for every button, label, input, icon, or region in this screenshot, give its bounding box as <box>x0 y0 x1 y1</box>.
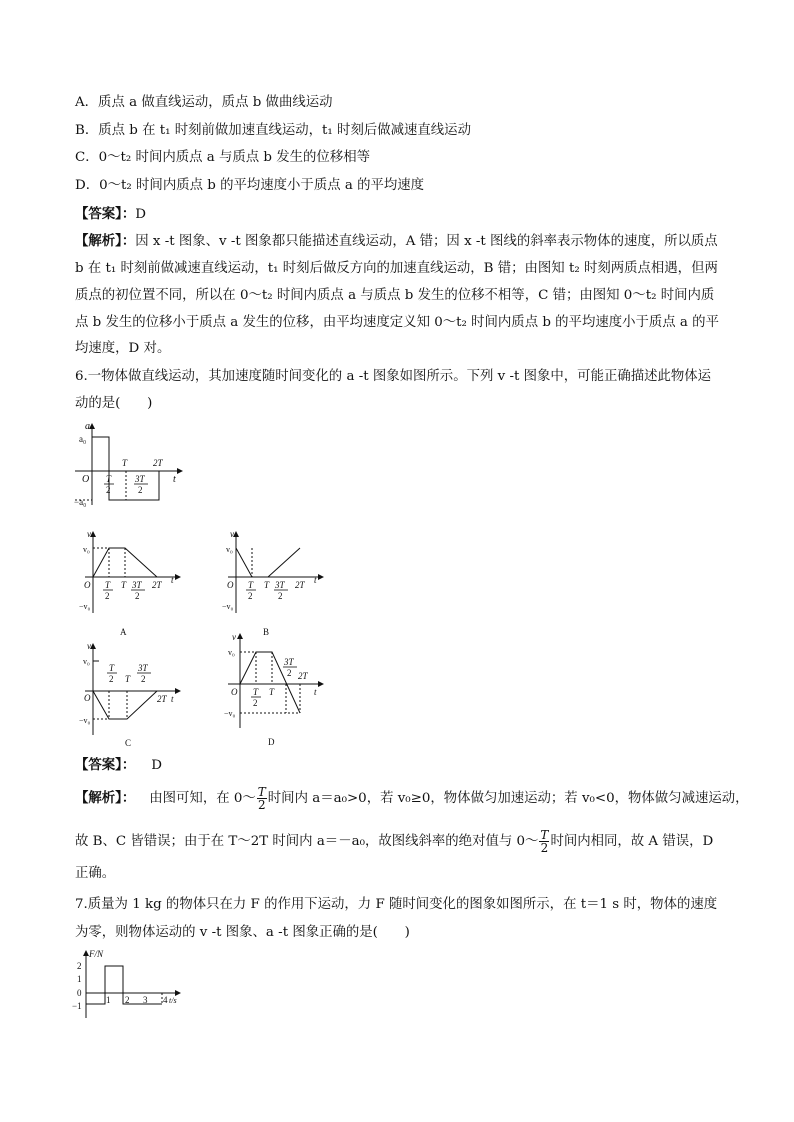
answer-label: 【答案】： <box>75 206 136 222</box>
q6-analysis-line-1 <box>75 786 749 811</box>
origin: O <box>84 580 91 590</box>
axis-v: v <box>232 632 236 642</box>
tick-t-half-den: 2 <box>248 591 253 601</box>
option-label-c: C <box>125 738 132 748</box>
axis-f: F/N <box>89 949 104 959</box>
tick-3t-half-num: 3T <box>135 474 145 484</box>
origin: O <box>231 687 238 697</box>
tick-neg-v0: −v₀ <box>222 602 234 611</box>
analysis-label: 【解析】： <box>75 790 136 806</box>
tick-1: 1 <box>77 974 82 984</box>
q6-at-graph <box>70 420 190 515</box>
tick-3t-half-den: 2 <box>141 674 146 684</box>
axis-t: t <box>314 575 317 585</box>
q7-ft-graph <box>70 948 190 1020</box>
tick-T: T <box>264 580 270 590</box>
tick-neg-1: −1 <box>72 1001 82 1011</box>
tick-t-half-den: 2 <box>253 698 258 708</box>
q6-option-b-graph <box>218 528 333 638</box>
tick-0: 0 <box>77 988 82 998</box>
origin: O <box>227 580 234 590</box>
q7-stem-1: 7.质量为 1 kg 的物体只在力 F 的作用下运动，力 F 随时间变化的图象如图所示，在 t＝1 s 时，物体的速度 <box>75 897 718 912</box>
q5-answer <box>75 205 146 224</box>
q5-option-d: D．0～t₂ 时间内质点 b 的平均速度小于质点 a 的平均速度 <box>75 178 425 193</box>
axis-t: t <box>173 474 176 485</box>
option-label-d: D <box>268 737 275 747</box>
q5-analysis-line-5: 均速度，D 对。 <box>75 341 171 356</box>
axis-t: t <box>171 575 174 585</box>
analysis-text: 故 B、C 皆错误；由于在 T～2T 时间内 a＝－a₀，故图线斜率的绝对值与 0～ <box>75 834 539 849</box>
option-label-a: A <box>120 627 127 637</box>
tick-3t-half-den: 2 <box>287 668 292 678</box>
q6-option-d-graph <box>218 628 333 750</box>
tick-t-half-num: T <box>253 687 259 697</box>
tick-t-half-num: T <box>106 474 112 484</box>
tick-2: 2 <box>77 961 82 971</box>
analysis-text: 因 x -t 图象、v -t 图象都只能描述直线运动，A 错；因 x -t 图线的斜率表示物体的速度，所以质点 <box>135 234 718 249</box>
tick-x-1: 1 <box>106 995 111 1005</box>
tick-3t-half-den: 2 <box>138 485 143 495</box>
q5-analysis-line-3: 质点的初位置不同，所以在 0～t₂ 时间内质点 a 与质点 b 发生的位移不相等，C 错；由图知 0～t₂ 时间内质 <box>75 288 715 303</box>
analysis-text: 时间内 a＝a₀>0，若 v₀≥0，物体做匀加速运动；若 v₀<0，物体做匀减速运动， <box>267 791 749 806</box>
axis-v: v <box>87 641 91 651</box>
tick-t-half-den: 2 <box>106 485 111 495</box>
answer-value: D <box>151 758 163 773</box>
tick-2T: 2T <box>298 671 308 681</box>
option-label-b: B <box>263 627 270 637</box>
tick-neg-v0: −v₀ <box>79 602 91 611</box>
axis-t: t <box>171 694 174 704</box>
tick-3t-half-den: 2 <box>135 591 140 601</box>
fraction-t-over-2: $\frac{T}{2}$ <box>540 828 549 855</box>
tick-T: T <box>122 458 128 468</box>
q6-analysis-line-3: 正确。 <box>75 866 116 881</box>
tick-t-half-den: 2 <box>105 591 110 601</box>
q6-stem-1: 6.一物体做直线运动，其加速度随时间变化的 a -t 图象如图所示。下列 v -t 图象中，可能正确描述此物体运 <box>75 369 712 384</box>
analysis-text: 时间内相同，故 A 错误，D <box>550 834 714 849</box>
q6-option-a-graph <box>75 528 190 638</box>
tick-a0: a₀ <box>79 434 87 444</box>
q5-analysis-line-2: b 在 t₁ 时刻前做减速直线运动，t₁ 时刻后做反方向的加速直线运动，B 错；由图知 t₂ 时刻两质点相遇，但两 <box>75 261 718 276</box>
axis-v: v <box>230 529 234 539</box>
tick-neg-v0: −v₀ <box>224 709 236 718</box>
tick-x-2: 2 <box>125 995 130 1005</box>
q7-stem-2: 为零，则物体运动的 v -t 图象、a -t 图象正确的是( ) <box>75 925 410 940</box>
q6-option-c-graph <box>75 640 190 752</box>
tick-T: T <box>125 674 131 684</box>
tick-neg-v0: −v₀ <box>79 716 91 725</box>
q5-analysis-line-4: 点 b 发生的位移小于质点 a 发生的位移，由平均速度定义知 0～t₂ 时间内质点 b 的平均速度小于质点 a 的平 <box>75 315 719 330</box>
tick-t-half-num: T <box>248 580 254 590</box>
answer-value: D <box>135 207 147 222</box>
q5-option-b: B．质点 b 在 t₁ 时刻前做加速直线运动，t₁ 时刻后做减速直线运动 <box>75 123 471 138</box>
tick-x-4: 4 <box>163 995 168 1005</box>
tick-3t-half-num: 3T <box>138 663 148 673</box>
tick-v0: v₀ <box>228 648 235 657</box>
tick-2T: 2T <box>152 580 162 590</box>
tick-v0: v₀ <box>83 657 90 666</box>
tick-t-half-num: T <box>105 580 111 590</box>
q6-analysis-line-2 <box>75 829 713 854</box>
tick-v0: v₀ <box>226 545 233 554</box>
q6-stem-2: 动的是( ) <box>75 396 153 411</box>
q5-analysis-line-1 <box>75 232 718 251</box>
tick-neg-a0: −a₀ <box>74 497 87 507</box>
axis-v: v <box>87 529 91 539</box>
tick-x-3: 3 <box>143 995 148 1005</box>
fraction-t-over-2: $\frac{T}{2}$ <box>257 785 266 812</box>
tick-3t-half-num: 3T <box>275 580 285 590</box>
axis-a: a <box>85 421 90 432</box>
q5-option-a: A．质点 a 做直线运动，质点 b 做曲线运动 <box>75 95 333 110</box>
answer-label: 【答案】： <box>75 757 136 773</box>
tick-2T: 2T <box>157 694 167 704</box>
analysis-label: 【解析】： <box>75 233 136 249</box>
tick-v0: v₀ <box>83 545 90 554</box>
tick-3t-half-den: 2 <box>278 591 283 601</box>
axis-t: t <box>314 687 317 697</box>
axis-t: t/s <box>169 996 177 1005</box>
q5-option-c: C．0～t₂ 时间内质点 a 与质点 b 发生的位移相等 <box>75 150 370 165</box>
analysis-text: 由图可知，在 0～ <box>149 791 256 806</box>
q6-answer <box>75 756 162 775</box>
origin: O <box>84 693 91 703</box>
origin: O <box>82 474 90 485</box>
tick-t-half-den: 2 <box>109 674 114 684</box>
tick-T: T <box>121 580 127 590</box>
tick-t-half-num: T <box>109 663 115 673</box>
tick-2T: 2T <box>295 580 305 590</box>
tick-T: T <box>269 687 275 697</box>
tick-3t-half-num: 3T <box>132 580 142 590</box>
tick-2T: 2T <box>153 458 163 468</box>
tick-3t-half-num: 3T <box>284 657 294 667</box>
